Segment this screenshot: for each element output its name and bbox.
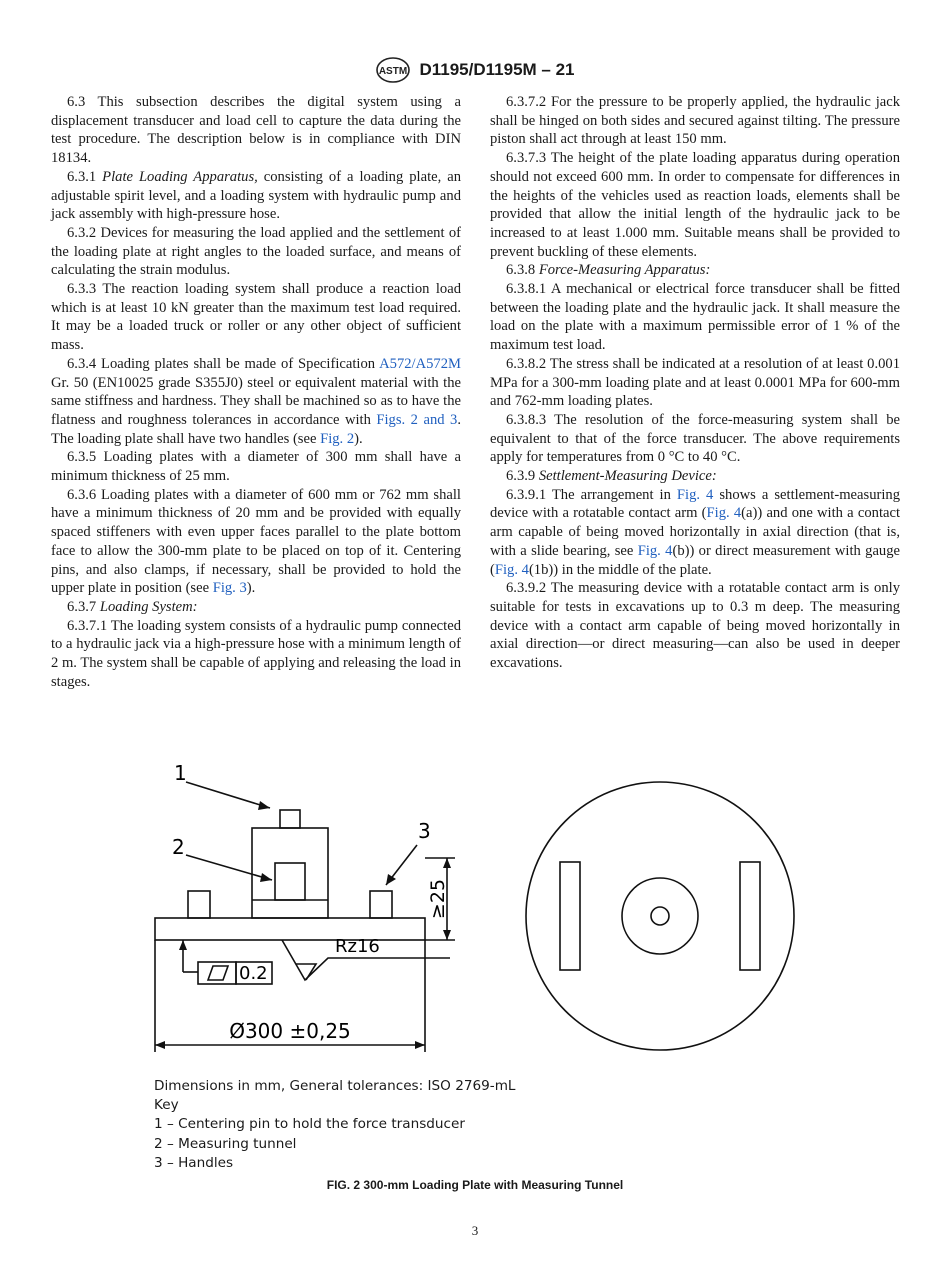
callout-3: 3 <box>418 819 431 843</box>
link-fig-4b[interactable]: Fig. 4 <box>637 542 673 559</box>
plate-side-view <box>155 918 425 940</box>
height-dimension: ≥25 <box>427 878 449 920</box>
link-a572[interactable]: A572/A572M <box>379 355 461 372</box>
note-key: Key <box>154 1097 179 1114</box>
left-column <box>51 93 461 692</box>
roughness-label: Rz16 <box>335 936 380 957</box>
para-6-3-9: 6.3.9 Settlement-Measuring Device: <box>506 468 717 485</box>
link-fig-2[interactable]: Fig. 2 <box>320 430 355 447</box>
diameter-dimension: Ø300 ±0,25 <box>229 1019 351 1043</box>
para-6-3-6: 6.3.6 Loading plates with a diameter of 600 mm or 762 mm shall have a minimum thickness of 20 mm and be provided with equally spaced stiffeners with even upper faces parallel to the plate bottom face to allow the 300-mm plate to be placed on top of it. Centering pins, and also clamps, if necessary, shall be provided to hold the upper plate in position (see Fig. 3). <box>51 486 461 597</box>
para-6-3-8-3: 6.3.8.3 The resolution of the force-measuring system shall be equivalent to that of the force transducer. The above requirements apply for temperatures from 0 °C to 40 °C. <box>490 411 900 466</box>
link-figs-2-3[interactable]: Figs. 2 and 3 <box>376 411 458 428</box>
link-fig-4[interactable]: Fig. 4 <box>676 486 714 503</box>
note-key-2: 2 – Measuring tunnel <box>154 1135 297 1152</box>
link-fig-4a[interactable]: Fig. 4 <box>706 505 742 522</box>
para-6-3-7: 6.3.7 Loading System: <box>67 598 198 615</box>
page-number: 3 <box>471 1223 479 1238</box>
para-6-3-3: 6.3.3 The reaction loading system shall produce a reaction load which is at least 10 kN greater than the maximum test load required. It may be a loaded truck or roller or any other object of sufficient mass. <box>51 281 461 354</box>
callout-1: 1 <box>174 761 187 785</box>
figure-2 <box>120 750 840 1070</box>
loading-plate-drawing <box>120 750 840 1070</box>
link-fig-3[interactable]: Fig. 3 <box>212 580 247 597</box>
para-6-3-4: 6.3.4 Loading plates shall be made of Specification A572/A572M Gr. 50 (EN10025 grade S355J0) steel or equivalent material with the same stiffness and hardness. They shall be machined so as to have the flatness and roughness tolerances in accordance with Figs. 2 and 3. The loading plate shall have two handles (see Fig. 2). <box>51 355 462 447</box>
para-6-3-8-1: 6.3.8.1 A mechanical or electrical force transducer shall be fitted between the loading plate and the hydraulic jack. It shall measure the load on the plate with a maximum permissible error of 1 % of the maximum test load. <box>490 281 900 354</box>
handle-right <box>370 891 392 918</box>
page-header <box>0 56 950 89</box>
handle-left <box>188 891 210 918</box>
svg-text:ASTM: ASTM <box>379 66 408 77</box>
plate-top-view <box>526 782 794 1050</box>
right-column <box>490 93 900 673</box>
para-6-3-7-2: 6.3.7.2 For the pressure to be properly applied, the hydraulic jack shall be hinged on both sides and secured against tilting. The pressure piston shall act through at least 150 mm. <box>490 94 900 148</box>
link-fig-4-1b[interactable]: Fig. 4 <box>494 561 529 578</box>
para-6-3-9-1: 6.3.9.1 The arrangement in Fig. 4 shows a settlement-measuring device with a rotatable contact arm (Fig. 4(a)) and one with a contact arm capable of being moved horizontally in axial direction (that is, with a slide bearing, see Fig. 4(b)) or direct measurement with gauge (Fig. 4(1b)) in the middle of the plate. <box>490 486 901 578</box>
para-6-3: 6.3 This subsection describes the digital system using a displacement transducer and load cell to capture the data during the test procedure. The description below is in compliance with DIN 18134. <box>51 94 461 167</box>
note-key-1: 1 – Centering pin to hold the force transducer <box>154 1116 465 1133</box>
para-6-3-5: 6.3.5 Loading plates with a diameter of 300 mm shall have a minimum thickness of 25 mm. <box>51 449 461 485</box>
para-6-3-9-2: 6.3.9.2 The measuring device with a rotatable contact arm is only suitable for tests in excavations up to 0.3 m deep. The measuring device with a contact arm capable of being moved horizontally in axial direction—or direct measuring—can also be used in deeper excavations. <box>490 580 900 672</box>
note-dimensions: Dimensions in mm, General tolerances: ISO 2769-mL <box>154 1078 516 1094</box>
callout-2: 2 <box>172 835 185 859</box>
figure-caption: FIG. 2 300-mm Loading Plate with Measuring Tunnel <box>326 1178 624 1192</box>
para-6-3-7-1: 6.3.7.1 The loading system consists of a hydraulic pump connected to a hydraulic jack via a high-pressure hose with a minimum length of 2 m. The system shall be capable of applying and releasing the load in stages. <box>51 617 461 690</box>
figure-notes <box>154 1077 516 1173</box>
flatness-value: 0.2 <box>239 963 268 984</box>
centering-pin <box>280 810 300 828</box>
para-6-3-1: 6.3.1 Plate Loading Apparatus, consisting of a loading plate, an adjustable spirit level, and a loading system with hydraulic pump and jack assembly with high-pressure hose. <box>51 168 461 223</box>
para-6-3-8-2: 6.3.8.2 The stress shall be indicated at a resolution of at least 0.001 MPa for a 300-mm loading plate and at least 0.0001 MPa for 600-mm and 762-mm loading plates. <box>490 355 900 410</box>
tunnel-housing <box>252 828 328 918</box>
para-6-3-8: 6.3.8 Force-Measuring Apparatus: <box>506 262 711 279</box>
handle-top-left <box>560 862 580 970</box>
document-designation: D1195/D1195M – 21 <box>419 60 575 79</box>
para-6-3-7-3: 6.3.7.3 The height of the plate loading apparatus during operation should not exceed 600 mm. In order to compensate for differences in the heights of the vehicles used as reaction loads, elements shall be provided that allow the initial length of the hydraulic jack to be increased to at least 1.000 mm. Suitable means shall be provided to prevent buckling of these elements. <box>490 150 900 260</box>
handle-top-right <box>740 862 760 970</box>
astm-logo-icon <box>375 56 411 84</box>
note-key-3: 3 – Handles <box>154 1154 234 1171</box>
para-6-3-2: 6.3.2 Devices for measuring the load applied and the settlement of the loading plate at right angles to the loaded surface, and means of calculating the strain modulus. <box>51 224 461 279</box>
